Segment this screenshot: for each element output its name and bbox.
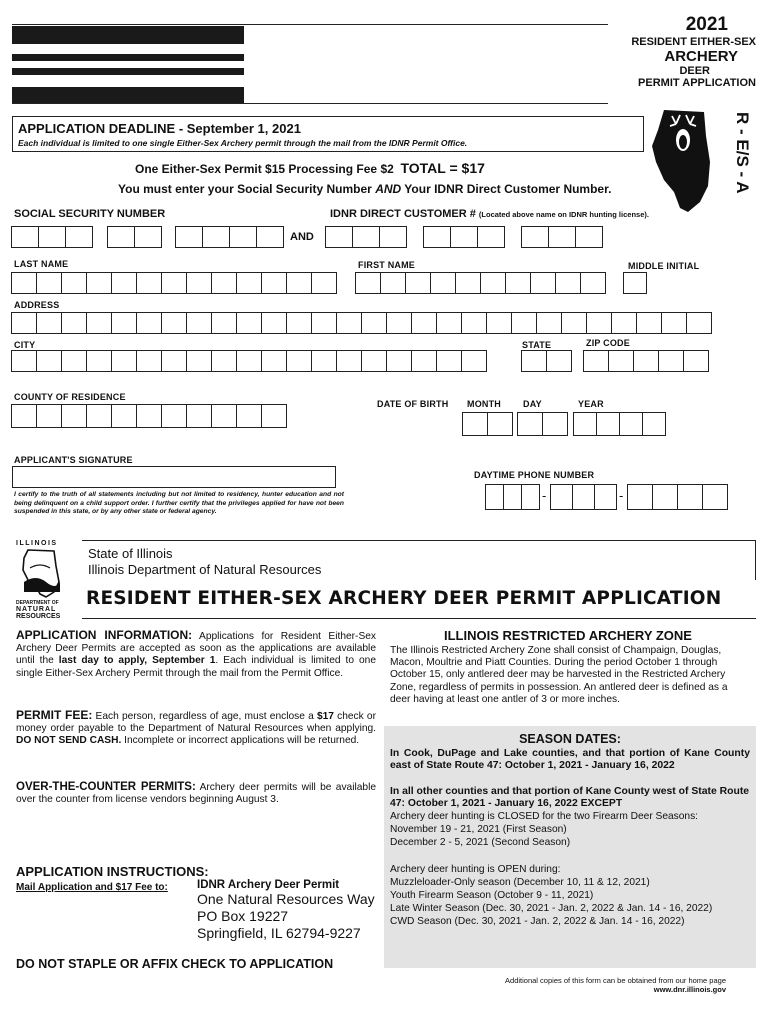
app-info-paragraph [16,629,376,680]
zip-boxes[interactable] [584,350,709,372]
season-p3-l0: Archery deer hunting is OPEN during: [390,864,561,875]
form-year: 2021 [685,14,728,35]
fee-amount: $17 [316,711,334,722]
season-dates-box [384,726,756,968]
fee-text-b: check or money order payable to the Department of Natural Resources when applying. [16,711,376,735]
ssn-boxes-group1[interactable] [12,226,93,248]
app-info-text-a: Applications for Resident Either-Sex Archery Deer Permits are accepted as soon as the applications are available until the [16,631,376,667]
signature-field[interactable] [12,466,336,488]
middle-initial-label: MIDDLE INITIAL [628,261,700,271]
signature-label: APPLICANT'S SIGNATURE [14,455,133,465]
fee-line [135,160,485,176]
season-p2-l2: November 19 - 21, 2021 (First Season) [390,824,567,835]
ssn-label: SOCIAL SECURITY NUMBER [14,208,166,220]
certify-text: I certify to the truth of all statements including but not limited to residency, hunter education and not being delinquent on a child support order. I further certify that the privileges applied for have not been suspended in this state, or by any other state or federal agency. [14,491,344,516]
and-label: AND [290,231,314,243]
season-p3-l1: Muzzleloader-Only season (December 10, 11 & 12, 2021) [390,877,650,888]
season-p2-l1: Archery deer hunting is CLOSED for the two Firearm Deer Seasons: [390,811,699,822]
county-boxes[interactable] [12,404,287,428]
otc-text: Archery deer permits will be available over the counter from license vendors beginning August 3. [16,782,377,806]
dob-month-boxes[interactable] [463,412,513,436]
idnr-label-sub: (Located above name on IDNR hunting license). [478,210,649,219]
idnr-boxes-group2[interactable] [424,226,505,248]
deadline-title: APPLICATION DEADLINE - September 1, 2021 [18,121,301,136]
fee-text: One Either-Sex Permit $15 Processing Fee $2 [135,162,394,176]
mail-address-line2: One Natural Resources Way [197,891,375,907]
season-p2-l3: December 2 - 5, 2021 (Second Season) [390,837,571,848]
app-info-heading: APPLICATION INFORMATION: [16,628,193,642]
header-bar-4 [12,87,244,104]
first-name-label: FIRST NAME [358,260,415,270]
fee-no-cash: DO NOT SEND CASH. [16,735,122,747]
phone-area-boxes[interactable] [486,484,540,510]
illinois-deer-icon [646,106,716,216]
dob-month-label: MONTH [467,399,501,409]
last-name-label: LAST NAME [14,259,69,269]
logo-dept-text: DEPARTMENT OF [16,600,59,606]
zone-text: The Illinois Restricted Archery Zone shall consist of Champaign, Douglas, Macon, Moultrie and Piatt Counties. During the period October 1 through October 15, only antlered deer may be harvested in the Restricted Archery Zone, regardless of permits in possession. An antlered deer is defined as a deer having at least one antler of 3 or more inches. [390,645,728,705]
idnr-boxes-group1[interactable] [326,226,407,248]
middle-initial-box[interactable] [624,272,647,294]
footer-website[interactable]: www.dnr.illinois.gov [653,985,726,994]
app-info-text-b: . Each individual is limited to one single Either-Sex Archery Permit through the mail from the Permit Office. [16,655,376,679]
state-boxes[interactable] [522,350,572,372]
form-title-line4: PERMIT APPLICATION [638,77,756,89]
season-p3-l3: Late Winter Season (Dec. 30, 2021 - Jan. 2, 2022 & Jan. 14 - 16, 2022) [390,903,713,914]
instructions-heading: APPLICATION INSTRUCTIONS: [16,864,209,879]
last-name-boxes[interactable] [12,272,337,294]
dob-year-label: YEAR [578,399,604,409]
dob-label: DATE OF BIRTH [377,399,449,409]
no-staple-warning: DO NOT STAPLE OR AFFIX CHECK TO APPLICATION [16,957,334,971]
ssn-note-a: You must enter your Social Security Number [118,182,376,196]
season-p1: In Cook, DuPage and Lake counties, and that portion of Kane County east of State Route 47: October 1, 2021 - January 16, 2022 [390,748,750,772]
form-title-line3: DEER [679,65,710,77]
state-label: STATE [522,340,552,350]
phone-prefix-boxes[interactable] [551,484,617,510]
header-title-block [586,14,756,89]
phone-label: DAYTIME PHONE NUMBER [474,470,595,480]
idnr-boxes-group3[interactable] [522,226,603,248]
season-p2-bold: In all other counties and that portion of Kane County west of State Route 47: October 1, 2021 - January 16, 2022 EXCEPT [390,786,750,810]
otc-paragraph [16,781,376,806]
ssn-boxes-group3[interactable] [176,226,284,248]
permit-fee-paragraph [16,709,376,748]
phone-line-boxes[interactable] [628,484,728,510]
side-code-wrap [728,112,752,212]
header-bar-3 [12,68,244,75]
dob-day-label: DAY [523,399,542,409]
season-p3-l4: CWD Season (Dec. 30, 2021 - Jan. 2, 2022 & Jan. 14 - 16, 2022) [390,916,685,927]
mail-address [197,879,375,942]
ssn-boxes-group2[interactable] [108,226,162,248]
address-boxes[interactable] [12,312,712,334]
form-title-line2: ARCHERY [664,48,738,65]
fee-text-a: Each person, regardless of age, must enclose a [92,711,317,722]
header-bar-2 [12,54,244,61]
fee-heading: PERMIT FEE: [16,708,93,722]
ssn-requirement [118,182,611,196]
side-code-text: R - E/S - A [733,112,752,194]
dob-day-boxes[interactable] [518,412,568,436]
app-info-deadline: last day to apply, September 1 [58,655,216,667]
season-heading: SEASON DATES: [519,732,621,746]
big-title: RESIDENT EITHER-SEX ARCHERY DEER PERMIT APPLICATION [86,588,722,609]
agency-dept: Illinois Department of Natural Resources [88,562,322,577]
first-name-boxes[interactable] [356,272,606,294]
mail-address-line4: Springfield, IL 62794-9227 [197,925,361,941]
header-bar-1 [12,26,244,44]
logo-natural-text: NATURAL [16,606,57,613]
mail-label: Mail Application and $17 Fee to: [16,882,168,893]
dob-year-boxes[interactable] [574,412,666,436]
form-title-line1: RESIDENT EITHER-SEX [631,36,756,48]
agency-state: State of Illinois [88,546,173,561]
ssn-note-and: AND [375,182,402,196]
otc-heading: OVER-THE-COUNTER PERMITS: [16,781,196,793]
idnr-label-text: IDNR DIRECT CUSTOMER # [330,208,479,220]
county-label: COUNTY OF RESIDENCE [14,392,126,402]
phone-dash-2: - [619,488,624,503]
season-p3-l2: Youth Firearm Season (October 9 - 11, 2021) [390,890,594,901]
idnr-label [330,208,649,220]
mail-address-line3: PO Box 19227 [197,908,289,924]
idnr-logo [16,540,70,624]
logo-illinois-text: ILLINOIS [16,540,58,547]
address-label: ADDRESS [14,300,60,310]
deadline-box [12,116,644,152]
phone-dash-1: - [542,488,547,503]
fee-total: TOTAL = $17 [400,160,485,176]
zone-heading: ILLINOIS RESTRICTED ARCHERY ZONE [444,628,692,643]
idnr-state-emblem-icon [16,548,66,598]
mail-address-line1: IDNR Archery Deer Permit [197,879,340,891]
city-boxes[interactable] [12,350,487,372]
footer [505,976,726,994]
logo-resources-text: RESOURCES [16,613,61,620]
ssn-note-b: Your IDNR Direct Customer Number. [401,182,612,196]
fee-text-c: Incomplete or incorrect applications will be returned. [121,735,360,747]
agency-header-box [82,540,756,580]
deadline-note: Each individual is limited to one single Either-Sex Archery permit through the mail from the IDNR Permit Office. [18,138,468,148]
zip-label: ZIP CODE [586,338,630,348]
title-rule [82,618,756,619]
footer-line1: Additional copies of this form can be obtained from our home page [505,976,726,985]
city-label: CITY [14,340,36,350]
